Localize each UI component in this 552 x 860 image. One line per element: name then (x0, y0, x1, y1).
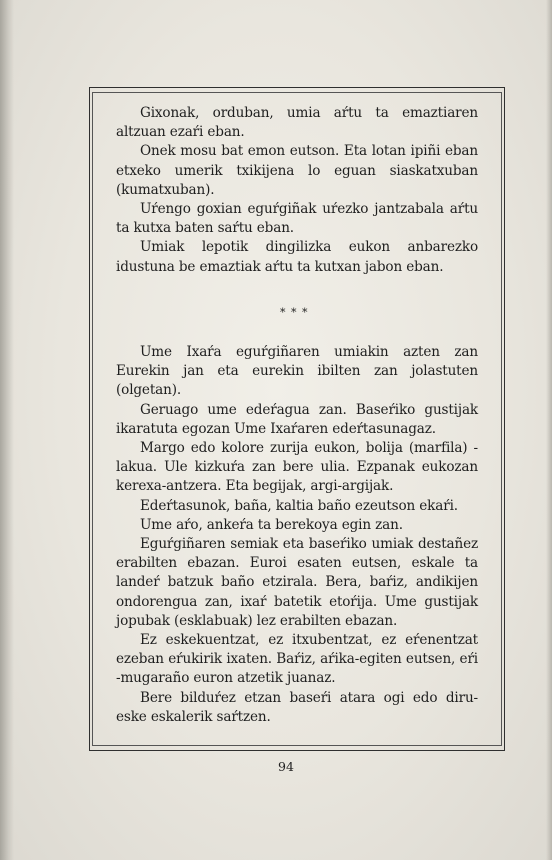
spine-shadow (0, 0, 14, 860)
paragraph: Ume Ixaŕa eguŕgiñaren umiakin azten zan Eurekin jan eta eurekin ibilten zan jolastuten (olgetan). (116, 344, 478, 399)
paragraph: Geruago ume edeŕagua zan. Baseŕiko gustijak ikaratuta egozan Ume Ixaŕaren edeŕtasunagaz. (116, 401, 478, 437)
paragraph: Ez eskekuentzat, ez itxubentzat, ez eŕenentzat ezeban eŕukirik ixaten. Baŕiz, aŕika-egiten eutsen, eŕi -mugaraño euron atzetik juanaz. (116, 632, 478, 687)
paragraph: Gixonak, orduban, umia aŕtu ta emaztiaren altzuan ezaŕi eban. (116, 105, 478, 141)
paragraph: Bere bilduŕez etzan baseŕi atara ogi edo diru-eske eskalerik saŕtzen. (116, 689, 478, 725)
page-number: 94 (278, 759, 294, 774)
section-one (116, 104, 478, 277)
paragraph: Eguŕgiñaren semiak eta baseŕiko umiak destañez erabilten ebazan. Euroi esaten eutsen, eskale ta landeŕ batzuk baño etzirala. Bera, baŕiz, andikijen ondorengua zan, ixaŕ batetik etoŕija. Ume gustijak jopubak (esklabuak) lez erabilten ebazan. (116, 536, 478, 629)
paragraph: Uŕengo goxian eguŕgiñak uŕezko jantzabala aŕtu ta kutxa baten saŕtu eban. (116, 201, 478, 237)
paragraph: Onek mosu bat emon eutson. Eta lotan ipiñi eban etxeko umerik txikijena lo eguan siaskatxuban (kumatxuban). (116, 143, 478, 198)
section-two (116, 343, 478, 727)
separator-text: * * * (280, 306, 309, 319)
paragraph: Umiak lepotik dingilizka eukon anbarezko idustuna be emaztiak aŕtu ta kutxan jabon eban. (116, 239, 478, 275)
paragraph: Margo edo kolore zurija eukon, bolija (marfila) -lakua. Ule kizkuŕa zan bere ulia. Ezpanak eukozan kerexa-antzera. Eta begijak, argi-argijak. (116, 440, 478, 495)
paragraph: Edeŕtasunok, baña, kaltia baño ezeutson ekaŕi. (140, 497, 458, 514)
paragraph: Ume aŕo, ankeŕa ta berekoya egin zan. (140, 516, 403, 533)
section-separator (280, 300, 314, 330)
page-edge (546, 0, 552, 860)
